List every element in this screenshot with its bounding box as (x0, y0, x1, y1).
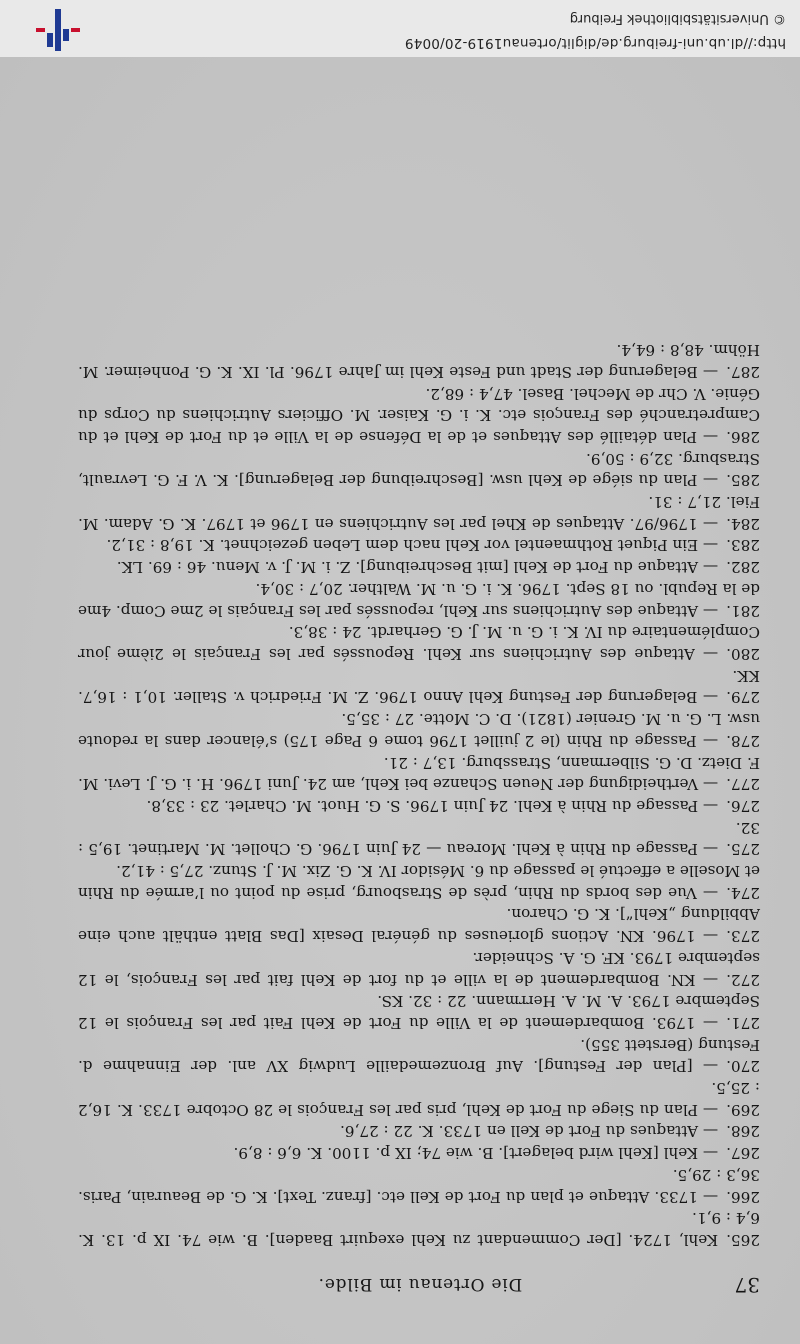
entry-text: — Belagerung der Stadt und Feste Kehl im Jahre 1796. Pl. IX. K. G. Ponheimer. M. Höhm. 48,8 : 64,4. (78, 341, 760, 381)
catalog-entry (78, 794, 760, 816)
document-url[interactable]: http://dl.ub.uni-freiburg.de/diglit/ortenau1919-20/0049 (404, 35, 786, 51)
entry-number: 277. (726, 775, 760, 794)
entry-text: — Attaque des Autrichiens sur Kehl. Repoussés par les Français le 2ième jour Complémentaire du IV. K. i. G. u. M. J. G. Gerhardt. 24 : 38,3. (78, 623, 760, 664)
catalog-entry (78, 990, 760, 1033)
entry-text: — 1733. Attaque et plan du Fort de Kell etc. [franz. Text]. K. G. de Beaurain, Paris. 36,3 : 29,5. (78, 1165, 760, 1206)
entry-number: 271. (726, 1013, 760, 1032)
catalog-entry (78, 707, 760, 750)
entry-text: — Belagerung der Festung Kehl Anno 1796. Z. M. Friedrich v. Staller. 10,1 : 16,7. KK. (78, 666, 760, 707)
catalog-entry (78, 1120, 760, 1142)
entry-text: — Passage du Rhin à Kehl. 24 Juin 1796. S. G. Huot. M. Charlet. 23 : 33,8. (146, 796, 719, 815)
entry-number: 273. (726, 927, 760, 946)
catalog-entry (78, 534, 760, 556)
entry-text: — Vertheidigung der Neuen Schanze bei Kehl, am 24. Juni 1796. H. i. G. J. Levi. M. F. Dietz. D. G. Silbermann, Strassburg. 13,7 : 21. (78, 753, 760, 794)
entry-text: — KN. Bombardement de la ville et du fort de Kehl fait par les François, le 12 septembre 1793. KF. G. A. Schneider. (78, 948, 760, 989)
catalog-entry (78, 1076, 760, 1119)
entry-number: 282. (726, 558, 760, 577)
entry-number: 286. (726, 427, 760, 446)
entry-number: 280. (726, 645, 760, 664)
footer-bar (0, 0, 800, 57)
copyright-notice: © Universitätsbibliothek Freiburg (569, 11, 786, 26)
entry-text: — Kehl [Kehl wird belagert]. B. wie 74; IX p. 1100. K. 6,6 : 8,9. (233, 1144, 719, 1163)
entry-text: — 1793. Bombardement de la Ville du Fort de Kehl Fait par les François le 12 Septembre 1793. A. M. A. Herrmann. 22 : 32. KS. (78, 992, 760, 1032)
catalog-entry (78, 382, 760, 447)
catalog-entry (78, 903, 760, 946)
catalog-entry (78, 1033, 760, 1076)
catalog-entry (78, 816, 760, 859)
entry-text: — Attaque des Autrichiens sur Kehl, repoussés par les Français le 2me Comp. 4me de la Republ. ou 18 Sept. 1796. K. i. G. u. M. Walther. 20,7 : 30,4. (78, 579, 760, 620)
entry-number: 281. (726, 601, 760, 620)
catalog-entry (78, 1141, 760, 1163)
ub-freiburg-logo-icon[interactable] (36, 9, 80, 51)
entry-text: — [Plan der Festung]. Auf Bronzemedaille Ludwig XV anl. der Einnahme d. Festung (Berstett 355). (78, 1035, 760, 1076)
catalog-entry (78, 859, 760, 902)
entry-text: — Passage du Rhin à Kehl. Moreau — 24 Juin 1796. G. Chollet. M. Martinet. 19,5 : 32. (78, 818, 760, 859)
catalog-entry (78, 1163, 760, 1206)
entry-number: 285. (726, 471, 760, 490)
catalog-entry (78, 751, 760, 794)
entry-number: 284. (726, 514, 760, 533)
catalog-entry (78, 556, 760, 578)
entry-text: — Ein Piquet Rothmaentel vor Kehl nach dem Leben gezeichnet. K. 19,8 : 31,2. (106, 536, 719, 555)
entry-number: 269. (726, 1100, 760, 1119)
logo-bar-right (47, 33, 53, 47)
catalog-entry (78, 621, 760, 664)
entry-number: 283. (726, 536, 760, 555)
entry-number: 266. (726, 1187, 760, 1206)
entry-text: — Plan du Siege du Fort de Kehl, pris par les François le 28 Octobre 1733. K. 16,2 : 25,5. (78, 1079, 760, 1119)
entry-text: — 1796. KN. Actions glorieuses du général Desaix [Das Blatt enthält auch eine Abbildung „Kehl“]. K. G. Charon. (78, 905, 760, 946)
catalog-entry (78, 664, 760, 707)
catalog-entry (78, 490, 760, 533)
entry-number: 279. (726, 688, 760, 707)
logo-bar-center (55, 9, 61, 51)
entry-number: 265. (726, 1231, 760, 1249)
entry-number: 267. (726, 1144, 760, 1163)
catalog-entry (78, 946, 760, 989)
catalog-entry (78, 577, 760, 620)
catalog-entry (78, 1207, 760, 1250)
logo-accent-right (36, 28, 45, 32)
page-header (80, 1268, 760, 1298)
entry-text: — 1796/97. Attaques de Khel par les Autrichiens en 1796 et 1797. K. G. Adam. M. Fiel. 21,7 : 31. (78, 493, 760, 533)
entry-number: 274. (726, 883, 760, 902)
catalog-entries (78, 338, 760, 1250)
page-number: 37 (734, 1273, 760, 1297)
catalog-entry (78, 338, 760, 381)
entry-text: — Plan du siége de Kehl usw. [Beschreibung der Belagerung]. K. V. F. G. Levrault, Strasburg. 32,9 : 50,9. (78, 449, 760, 490)
entry-number: 287. (726, 362, 760, 381)
entry-text: — Plan détaillé des Attaques et de la Défense de la Ville et du Fort de Kehl et du Campretranché des Franςois etc. K. i. G. Kaiser. M. Officiers Autrichiens du Corps du Génie. V. Chr de Mechel. Basel. 47,4 : 68,2. (78, 384, 760, 446)
entry-number: 268. (726, 1122, 760, 1141)
entry-text: — Vue des bords du Rhin, près de Strasbourg, prise du point ou l’armée du Rhin et Moselle a effectué le passage du 6. Mésidor IV. K. G. Zix. M. J. Stunz. 27,5 : 41,2. (78, 862, 760, 902)
entry-number: 278. (726, 731, 760, 750)
entry-text: — Passage du Rhin (le 2 juillet 1796 tome 6 Page 175) s’élancer dans la redoute usw. L. G. u. M. Grenier (1821). D. C. Motte. 27 : 35,5. (78, 710, 760, 750)
entry-number: 272. (726, 970, 760, 989)
logo-bar-left (63, 29, 69, 41)
entry-text: — Attaque du Fort de Kehl [mit Beschreibung]. Z. i. M. J. v. Menu. 46 : 69. LK. (116, 558, 719, 577)
logo-accent-left (71, 28, 80, 32)
scanned-page (0, 57, 800, 1344)
entry-text: — Attaques du Fort de Kell en 1733. K. 22 : 27,6. (340, 1122, 719, 1141)
entry-number: 275. (726, 840, 760, 859)
catalog-entry (78, 447, 760, 490)
entry-text: Kehl, 1724. [Der Commendant zu Kehl exequirt Baaden]. B. wie 74. IX p. 13. K. 6,4 : 9,1. (78, 1209, 760, 1249)
entry-number: 270. (726, 1057, 760, 1076)
entry-number: 276. (726, 796, 760, 815)
running-title: Die Ortenau im Bilde. (317, 1274, 523, 1294)
